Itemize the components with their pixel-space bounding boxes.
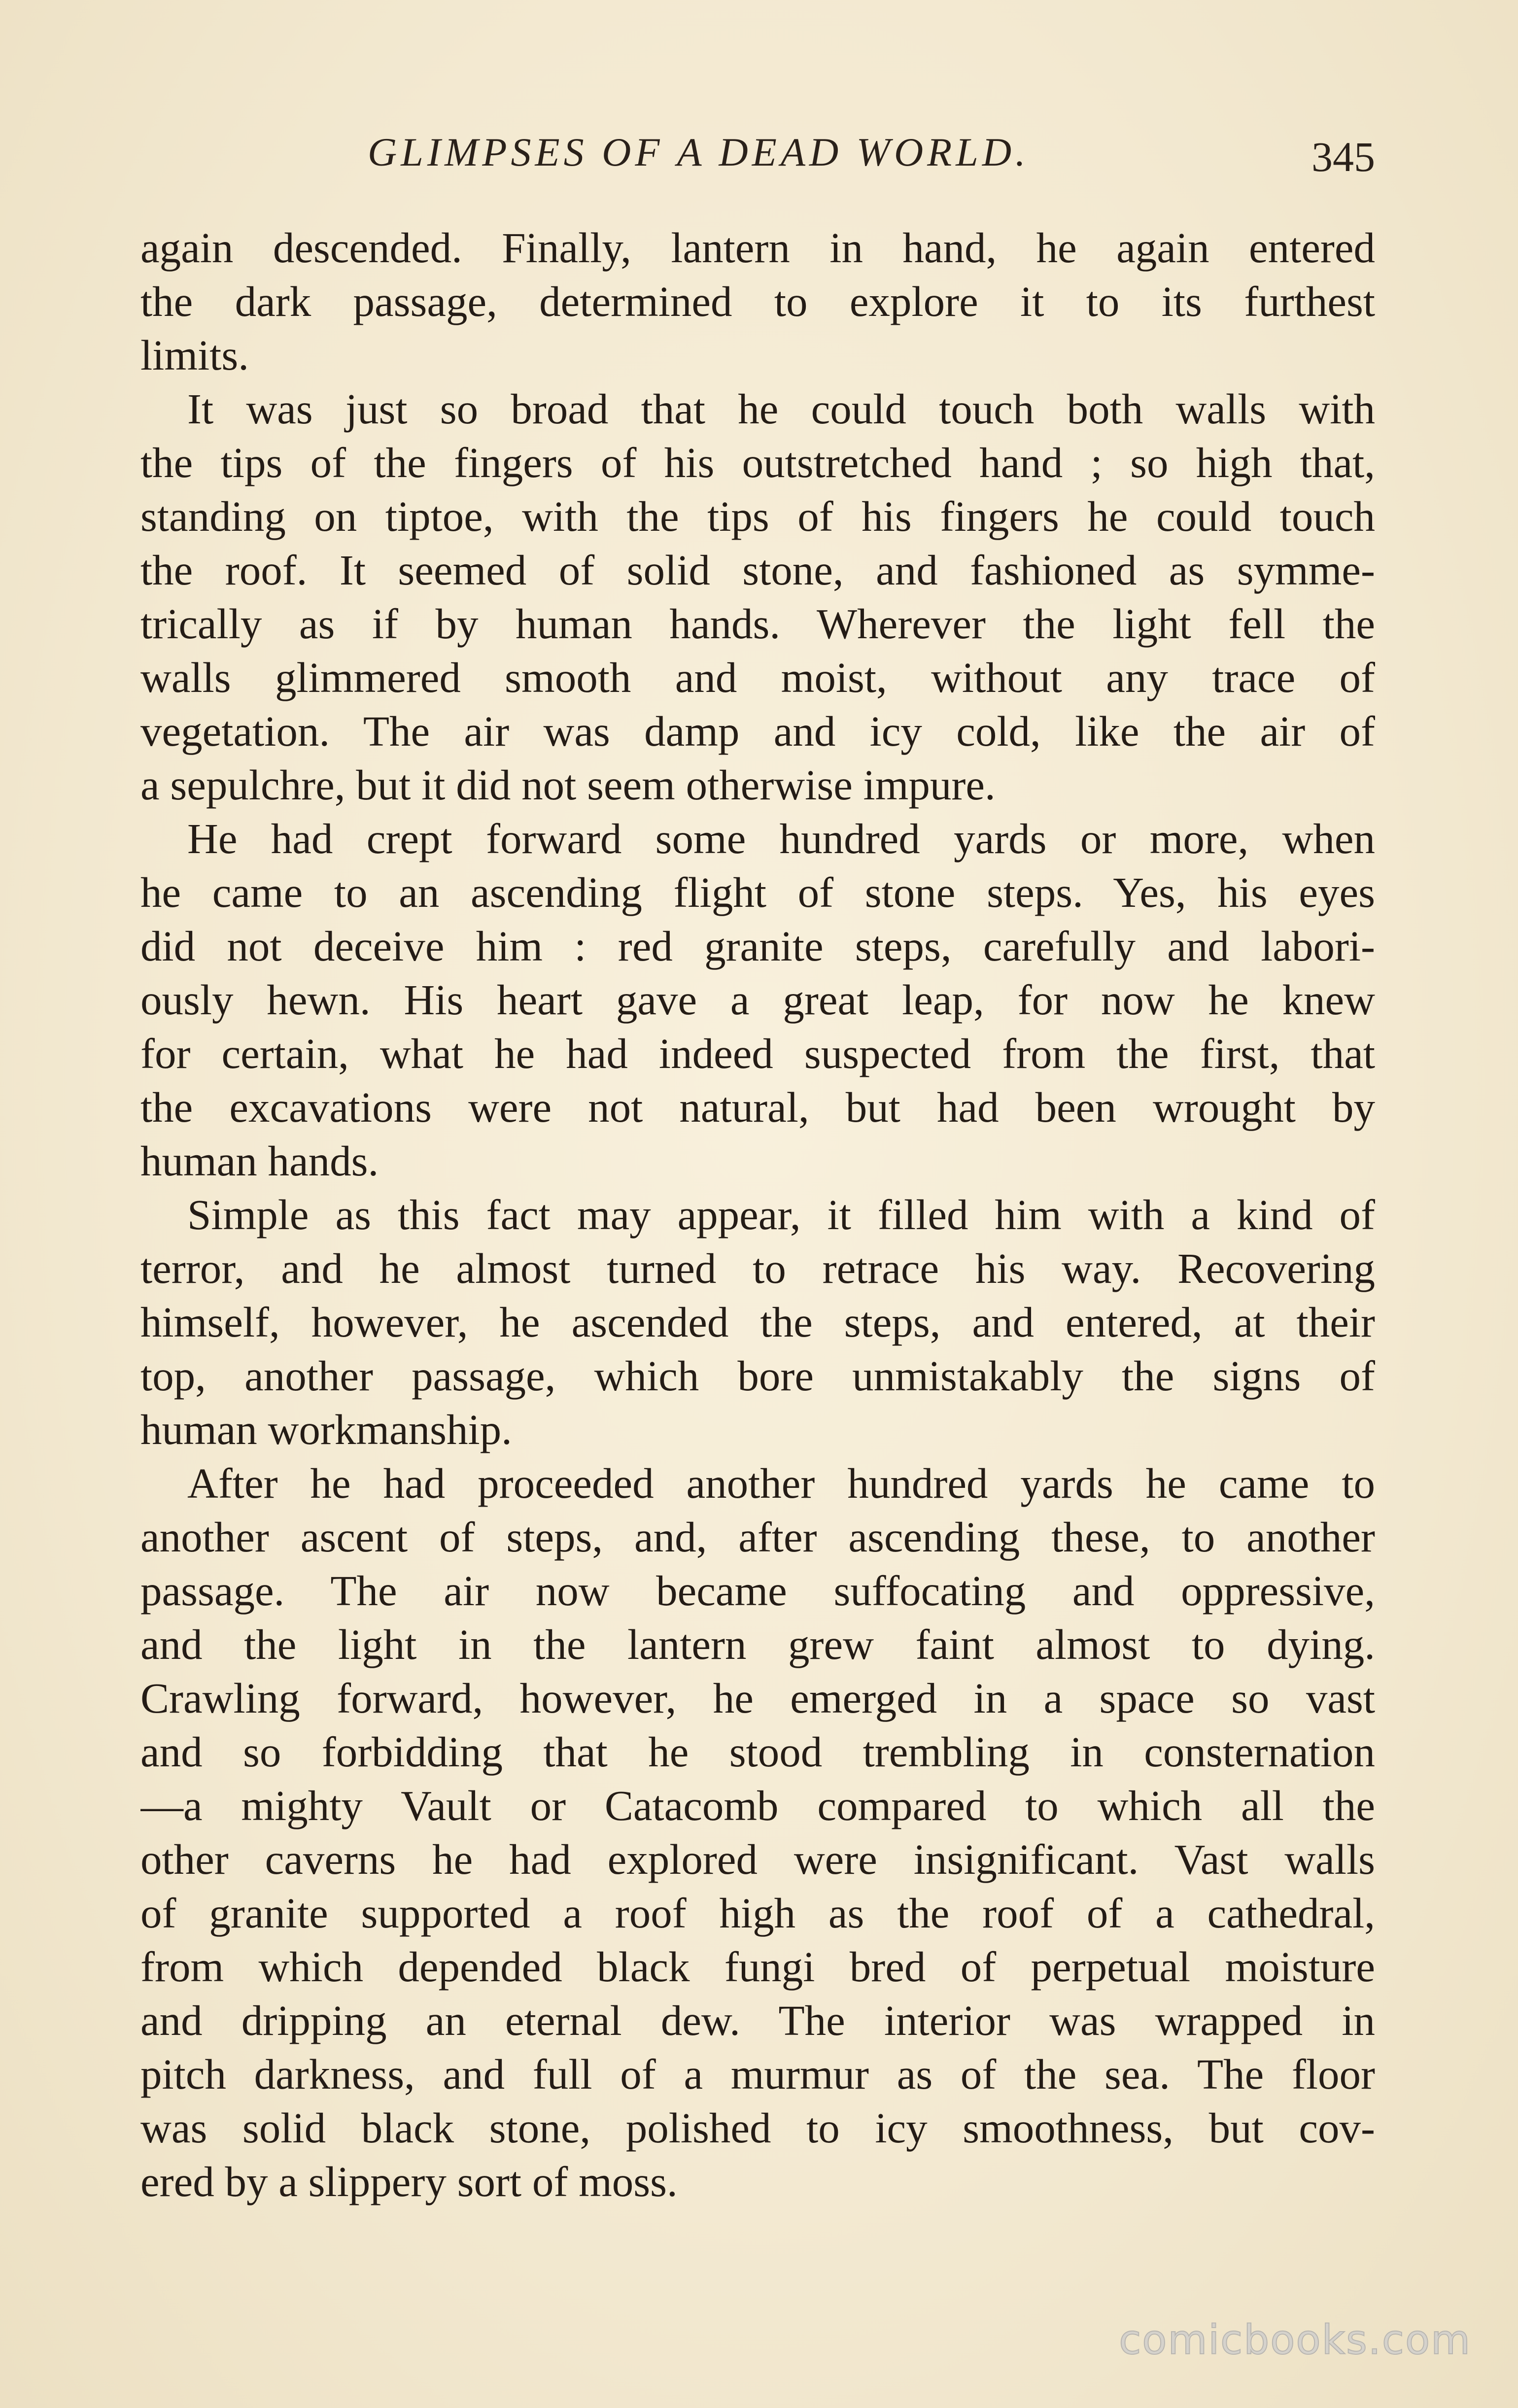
text-line: After he had proceeded another hundred yards he came to bbox=[187, 1459, 1375, 1507]
text-line: terror, and he almost turned to retrace his way. Recovering bbox=[140, 1244, 1375, 1292]
text-line: himself, however, he ascended the steps, and entered, at their bbox=[140, 1298, 1375, 1346]
paragraph bbox=[140, 812, 1375, 1188]
text-line: limits. bbox=[140, 331, 249, 379]
text-line: he came to an ascending flight of stone steps. Yes, his eyes bbox=[140, 868, 1375, 916]
running-head bbox=[143, 129, 1375, 183]
text-line: trically as if by human hands. Wherever the light fell the bbox=[140, 600, 1375, 648]
text-line: human workmanship. bbox=[140, 1406, 512, 1453]
text-line: another ascent of steps, and, after ascending these, to another bbox=[140, 1513, 1375, 1561]
text-line: ered by a slippery sort of moss. bbox=[140, 2158, 678, 2205]
paragraph bbox=[140, 1188, 1375, 1456]
text-line: the tips of the fingers of his outstretched hand ; so high that, bbox=[140, 439, 1375, 486]
text-line: —a mighty Vault or Catacomb compared to which all the bbox=[140, 1782, 1375, 1829]
text-line: human hands. bbox=[140, 1137, 379, 1185]
text-line: top, another passage, which bore unmistakably the signs of bbox=[140, 1352, 1375, 1400]
text-line: the excavations were not natural, but had been wrought by bbox=[140, 1083, 1375, 1131]
body-text bbox=[140, 221, 1375, 2208]
text-line: of granite supported a roof high as the roof of a cathedral, bbox=[140, 1889, 1375, 1937]
page-number: 345 bbox=[1311, 133, 1375, 180]
text-line: Crawling forward, however, he emerged in a space so vast bbox=[140, 1674, 1375, 1722]
text-line: He had crept forward some hundred yards or more, when bbox=[187, 815, 1375, 862]
paragraph bbox=[140, 1456, 1375, 2208]
text-line: passage. The air now became suffocating and oppressive, bbox=[140, 1567, 1375, 1615]
paragraph bbox=[140, 221, 1375, 382]
text-line: from which depended black fungi bred of perpetual moisture bbox=[140, 1943, 1375, 1991]
text-line: ously hewn. His heart gave a great leap, for now he knew bbox=[140, 976, 1375, 1024]
text-line: and the light in the lantern grew faint almost to dying. bbox=[140, 1620, 1375, 1668]
text-line: other caverns he had explored were insignificant. Vast walls bbox=[140, 1835, 1375, 1883]
text-line: vegetation. The air was damp and icy cold, like the air of bbox=[140, 707, 1375, 755]
text-line: was solid black stone, polished to icy smoothness, but cov- bbox=[140, 2104, 1375, 2152]
text-line: and dripping an eternal dew. The interior was wrapped in bbox=[140, 1996, 1375, 2044]
text-line: It was just so broad that he could touch both walls with bbox=[187, 385, 1375, 433]
text-line: the dark passage, determined to explore it to its furthest bbox=[140, 277, 1375, 325]
text-line: Simple as this fact may appear, it filled him with a kind of bbox=[187, 1191, 1375, 1238]
paragraph bbox=[140, 382, 1375, 812]
text-line: again descended. Finally, lantern in hand, he again entered bbox=[140, 224, 1375, 272]
text-line: a sepulchre, but it did not seem otherwise impure. bbox=[140, 761, 996, 809]
text-line: and so forbidding that he stood trembling in consternation bbox=[140, 1728, 1375, 1776]
watermark-logo: comicbooks.com bbox=[1119, 2317, 1471, 2364]
text-line: standing on tiptoe, with the tips of his fingers he could touch bbox=[140, 492, 1375, 540]
text-line: pitch darkness, and full of a murmur as of the sea. The floor bbox=[140, 2050, 1375, 2098]
running-title: GLIMPSES OF A DEAD WORLD. bbox=[368, 130, 1030, 174]
text-line: walls glimmered smooth and moist, without any trace of bbox=[140, 654, 1375, 701]
text-line: for certain, what he had indeed suspected from the first, that bbox=[140, 1030, 1375, 1077]
text-line: did not deceive him : red granite steps, carefully and labori- bbox=[140, 922, 1375, 970]
text-line: the roof. It seemed of solid stone, and fashioned as symme- bbox=[140, 546, 1375, 594]
